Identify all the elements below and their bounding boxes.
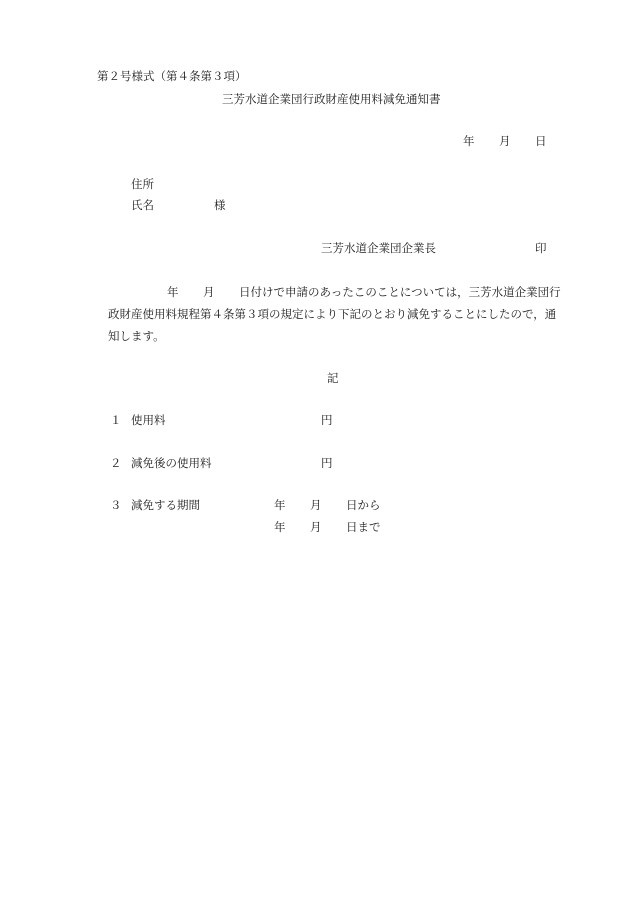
item-unit: 円 xyxy=(321,456,333,470)
ki-marker: 記 xyxy=(327,371,339,385)
period-to-day: 日まで xyxy=(346,520,381,534)
issuer-name: 三芳水道企業団企業長 xyxy=(321,241,436,255)
period-to-year: 年 xyxy=(274,520,286,534)
item-unit: 円 xyxy=(321,413,333,427)
date-month: 月 xyxy=(499,134,511,148)
seal-mark: 印 xyxy=(535,241,547,255)
date-day: 日 xyxy=(535,134,547,148)
body-month: 月 xyxy=(203,285,215,299)
item-number: １ xyxy=(110,413,122,427)
form-number: 第２号様式（第４条第３項） xyxy=(97,69,247,83)
body-line1: 日付けで申請のあったこのことについては，三芳水道企業団行 xyxy=(239,285,561,299)
name-label: 氏名 xyxy=(131,198,154,212)
item-label: 使用料 xyxy=(131,413,166,427)
item-label: 減免後の使用料 xyxy=(131,456,212,470)
item-label: 減免する期間 xyxy=(131,498,200,512)
body-line2: 政財産使用料規程第４条第３項の規定により下記のとおり減免することにしたので，通 xyxy=(108,307,557,321)
body-line3: 知します。 xyxy=(108,329,165,343)
item-number: ２ xyxy=(110,456,122,470)
item-number: ３ xyxy=(110,498,122,512)
body-year: 年 xyxy=(167,285,179,299)
address-label: 住所 xyxy=(131,177,154,191)
period-from-month: 月 xyxy=(310,498,322,512)
document-title: 三芳水道企業団行政財産使用料減免通知書 xyxy=(222,92,441,106)
period-to-month: 月 xyxy=(310,520,322,534)
honorific: 様 xyxy=(214,198,226,212)
period-from-year: 年 xyxy=(274,498,286,512)
date-year: 年 xyxy=(463,134,475,148)
period-from-day: 日から xyxy=(346,498,381,512)
